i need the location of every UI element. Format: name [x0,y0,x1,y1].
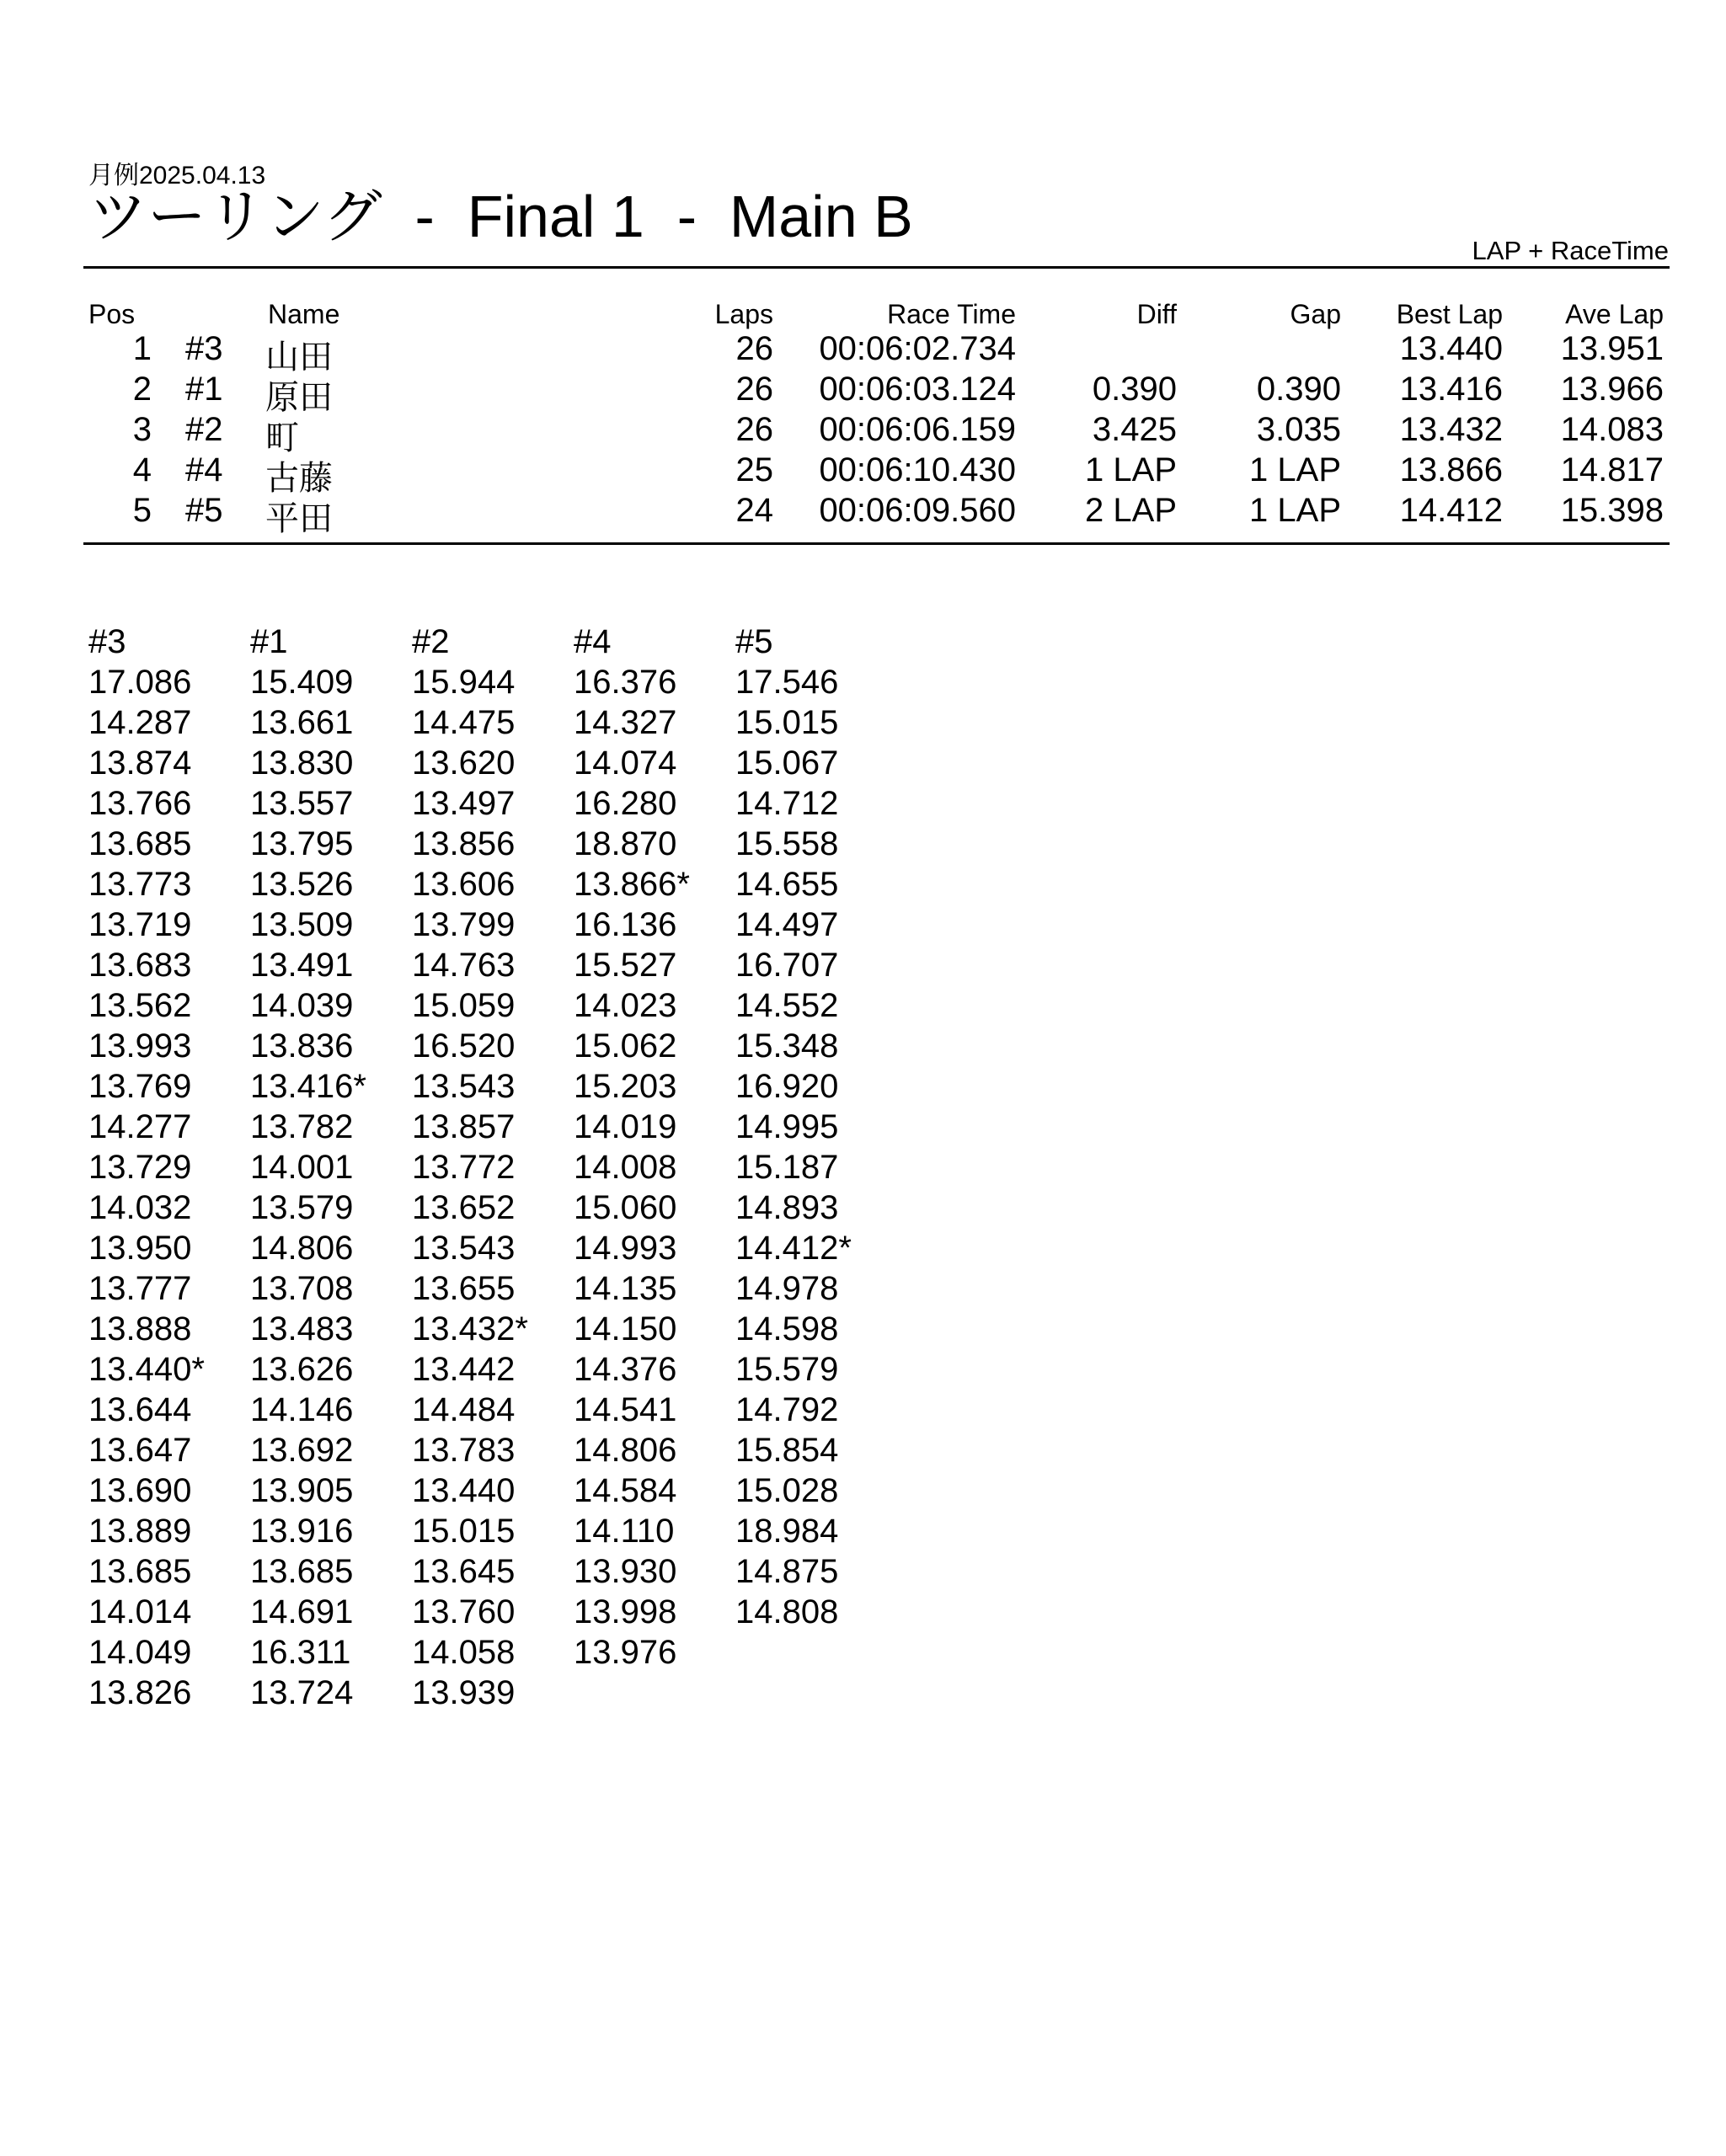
lap-time: 15.409 [250,664,354,701]
lap-time: 14.110 [574,1513,675,1550]
lap-time: 14.058 [412,1634,516,1671]
diff: 0.390 [1092,371,1177,408]
lap-time: 17.086 [88,664,192,701]
lap-time: 13.795 [250,825,354,862]
lap-time: 13.692 [250,1432,354,1469]
lap-time: 14.806 [574,1432,677,1469]
lap-time: 15.854 [735,1432,839,1469]
race-time: 00:06:06.159 [819,411,1016,448]
col-pos: Pos [88,299,136,329]
lap-time: 15.187 [735,1149,839,1186]
lap-time: 15.944 [412,664,516,701]
lap-time: 14.135 [574,1270,677,1307]
laps: 26 [735,411,773,448]
lap-time: 15.062 [574,1027,677,1065]
lap-time: 13.579 [250,1189,354,1226]
lap-column-header: #5 [735,623,773,660]
lap-time: 14.032 [88,1189,192,1226]
lap-time: 13.889 [88,1513,192,1550]
result-row [0,330,1726,376]
laps: 25 [735,451,773,488]
col-ave-lap: Ave Lap [1565,299,1664,329]
lap-time: 13.766 [88,785,192,822]
lap-time: 14.875 [735,1553,839,1590]
ave-lap: 15.398 [1560,492,1664,529]
ave-lap: 13.966 [1560,371,1664,408]
col-race-time: Race Time [887,299,1016,329]
col-gap: Gap [1290,299,1341,329]
diff: 3.425 [1092,411,1177,448]
lap-time: 18.870 [574,825,677,862]
lap-time: 16.280 [574,785,677,822]
lap-column-header: #3 [88,623,126,660]
lap-time: 13.950 [88,1230,192,1267]
laps: 26 [735,330,773,367]
lap-time: 14.049 [88,1634,192,1671]
lap-time: 13.874 [88,744,192,782]
lap-time: 13.620 [412,744,516,782]
lap-time: 14.039 [250,987,354,1024]
result-row [0,451,1726,497]
lap-time: 13.773 [88,866,192,903]
race-time: 00:06:02.734 [819,330,1016,367]
lap-column [574,622,735,1713]
lap-time: 13.888 [88,1310,192,1348]
lap-time: 13.655 [412,1270,516,1307]
race-time: 00:06:09.560 [819,492,1016,529]
lap-time: 15.015 [735,704,839,741]
best-lap: 13.416 [1399,371,1503,408]
ave-lap: 14.817 [1560,451,1664,488]
best-lap: 13.440 [1399,330,1503,367]
result-row [0,492,1726,537]
lap-time: 13.866* [574,866,690,903]
lap-time: 15.203 [574,1068,677,1105]
lap-time: 13.440* [88,1351,205,1388]
lap-time: 13.939 [412,1674,516,1711]
pos: 2 [132,371,152,408]
lap-time: 13.416* [250,1068,366,1105]
lap-time: 13.783 [412,1432,516,1469]
lap-time: 15.028 [735,1472,839,1509]
lap-time: 14.893 [735,1189,839,1226]
driver-name: 古藤 [265,460,333,497]
lap-time: 14.792 [735,1391,839,1428]
car-number: #1 [185,371,223,408]
lap-time: 13.772 [412,1149,516,1186]
best-lap: 13.866 [1399,451,1503,488]
lap-time: 13.497 [412,785,516,822]
lap-time: 16.920 [735,1068,839,1105]
lap-time: 14.584 [574,1472,677,1509]
lap-time: 13.526 [250,866,354,903]
lap-time: 13.557 [250,785,354,822]
lap-time: 14.806 [250,1230,354,1267]
lap-time: 13.442 [412,1351,516,1388]
diff: 1 LAP [1085,451,1177,488]
lap-time: 13.509 [250,906,354,943]
lap-time: 16.376 [574,664,677,701]
result-row [0,411,1726,456]
car-number: #4 [185,451,223,488]
lap-time: 13.998 [574,1593,677,1630]
lap-time: 14.150 [574,1310,677,1348]
lap-time: 13.719 [88,906,192,943]
lap-time: 14.993 [574,1230,677,1267]
lap-time: 13.661 [250,704,354,741]
lap-time: 16.136 [574,906,677,943]
lap-column [735,622,897,1713]
lap-time: 13.647 [88,1432,192,1469]
lap-time: 15.067 [735,744,839,782]
ave-lap: 13.951 [1560,330,1664,367]
driver-name: 原田 [265,379,333,416]
lap-time: 13.729 [88,1149,192,1186]
lap-time: 14.598 [735,1310,839,1348]
lap-time: 13.916 [250,1513,354,1550]
lap-time: 15.348 [735,1027,839,1065]
lap-time: 15.558 [735,825,839,862]
best-lap: 13.432 [1399,411,1503,448]
lap-time: 13.830 [250,744,354,782]
lap-column [412,622,574,1713]
lap-time: 13.856 [412,825,516,862]
lap-time: 13.683 [88,947,192,984]
lap-time: 13.685 [250,1553,354,1590]
lap-time: 13.690 [88,1472,192,1509]
page-title: ツーリング - Final 1 - Main B [88,184,913,249]
lap-time: 14.712 [735,785,839,822]
ave-lap: 14.083 [1560,411,1664,448]
lap-time: 14.763 [412,947,516,984]
lap-time: 13.626 [250,1351,354,1388]
pos: 4 [132,451,152,488]
gap: 3.035 [1256,411,1341,448]
lap-time: 14.412* [735,1230,852,1267]
lap-time: 13.760 [412,1593,516,1630]
lap-time: 14.023 [574,987,677,1024]
lap-time: 14.287 [88,704,192,741]
lap-time: 16.311 [250,1634,351,1671]
lap-time: 16.520 [412,1027,516,1065]
driver-name: 町 [265,419,299,456]
lap-time: 13.993 [88,1027,192,1065]
lap-time: 13.769 [88,1068,192,1105]
lap-time: 13.826 [88,1674,192,1711]
lap-time: 13.440 [412,1472,516,1509]
lap-time: 14.008 [574,1149,677,1186]
lap-time: 14.552 [735,987,839,1024]
driver-name: 山田 [265,339,333,376]
lap-column [250,622,412,1713]
lap-time: 14.001 [250,1149,354,1186]
pos: 5 [132,492,152,529]
lap-time: 13.724 [250,1674,354,1711]
car-number: #2 [185,411,223,448]
lap-time: 13.491 [250,947,354,984]
results-divider [83,542,1670,545]
lap-time: 13.857 [412,1108,516,1145]
lap-time: 14.978 [735,1270,839,1307]
lap-time: 13.483 [250,1310,354,1348]
lap-time: 13.685 [88,825,192,862]
lap-time: 13.976 [574,1634,677,1671]
gap: 1 LAP [1249,451,1341,488]
gap: 1 LAP [1249,492,1341,529]
lap-time: 13.652 [412,1189,516,1226]
lap-time: 13.777 [88,1270,192,1307]
lap-time: 14.327 [574,704,677,741]
race-time: 00:06:03.124 [819,371,1016,408]
lap-time: 14.014 [88,1593,192,1630]
lap-time: 13.799 [412,906,516,943]
lap-time: 14.277 [88,1108,192,1145]
lap-time: 13.836 [250,1027,354,1065]
laps: 26 [735,371,773,408]
lap-time: 13.644 [88,1391,192,1428]
lap-time: 13.645 [412,1553,516,1590]
lap-time: 13.543 [412,1230,516,1267]
lap-time: 15.527 [574,947,677,984]
col-laps: Laps [714,299,773,329]
lap-time: 13.685 [88,1553,192,1590]
lap-time: 13.782 [250,1108,354,1145]
lap-time: 16.707 [735,947,839,984]
lap-time: 14.808 [735,1593,839,1630]
driver-name: 平田 [265,500,333,537]
lap-time: 13.543 [412,1068,516,1105]
lap-time: 14.475 [412,704,516,741]
diff: 2 LAP [1085,492,1177,529]
lap-time: 15.060 [574,1189,677,1226]
lap-column-header: #1 [250,623,288,660]
col-name: Name [268,299,340,329]
lap-time: 14.074 [574,744,677,782]
pos: 3 [132,411,152,448]
lap-time: 14.376 [574,1351,677,1388]
report-type: LAP + RaceTime [1472,236,1669,265]
lap-time: 14.019 [574,1108,677,1145]
lap-time: 14.484 [412,1391,516,1428]
lap-time: 18.984 [735,1513,839,1550]
lap-time: 14.691 [250,1593,354,1630]
lap-time: 13.708 [250,1270,354,1307]
laps: 24 [735,492,773,529]
lap-time: 13.606 [412,866,516,903]
lap-time: 14.995 [735,1108,839,1145]
lap-time: 15.579 [735,1351,839,1388]
car-number: #3 [185,330,223,367]
event-date: 月例2025.04.13 [88,162,266,189]
col-diff: Diff [1136,299,1177,329]
lap-time: 13.905 [250,1472,354,1509]
lap-time: 15.015 [412,1513,516,1550]
lap-time: 17.546 [735,664,839,701]
lap-column-header: #4 [574,623,612,660]
gap: 0.390 [1256,371,1341,408]
lap-column [88,622,250,1713]
lap-time: 14.541 [574,1391,677,1428]
lap-time: 13.930 [574,1553,677,1590]
lap-time: 14.655 [735,866,839,903]
lap-time: 14.146 [250,1391,354,1428]
lap-time: 14.497 [735,906,839,943]
lap-time: 13.562 [88,987,192,1024]
header-divider [83,266,1670,269]
col-best-lap: Best Lap [1396,299,1503,329]
lap-time: 13.432* [412,1310,528,1348]
pos: 1 [132,330,152,367]
race-time: 00:06:10.430 [819,451,1016,488]
car-number: #5 [185,492,223,529]
lap-time: 15.059 [412,987,516,1024]
result-row [0,371,1726,416]
lap-column-header: #2 [412,623,450,660]
best-lap: 14.412 [1399,492,1503,529]
lap-times-table [88,622,897,1713]
